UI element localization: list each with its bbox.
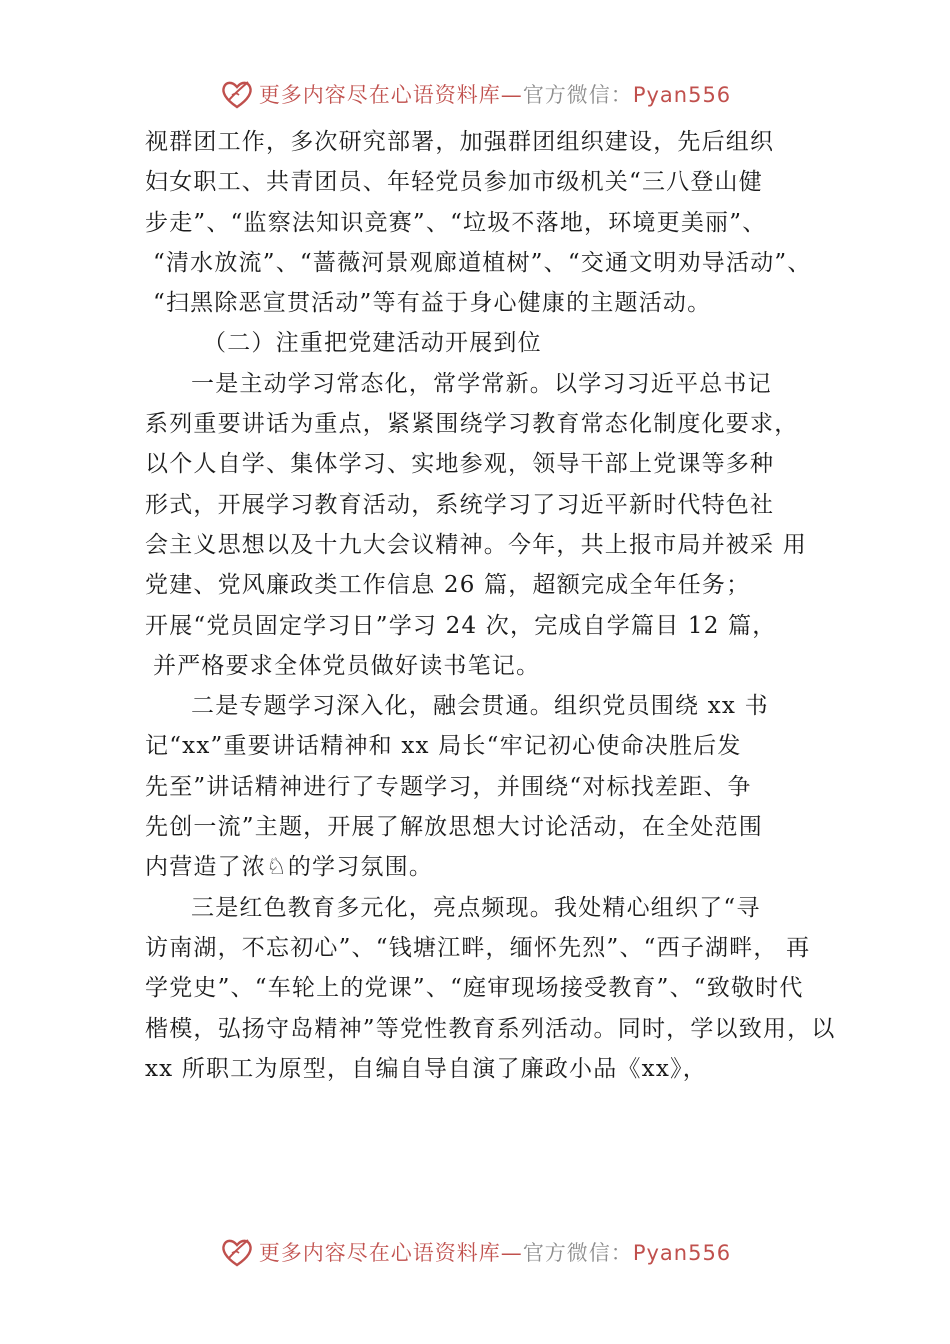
body-line: 以个人自学、集体学习、实地参观，领导干部上党课等多种 — [145, 451, 775, 478]
body-line: 党建、党风廉政类工作信息 26 篇，超额完成全年任务； — [145, 572, 751, 599]
body-line: “扫黑除恶宣贯活动”等有益于身心健康的主题活动。 — [153, 290, 712, 317]
body-line: 访南湖，不忘初心”、“钱塘江畔，缅怀先烈”、“西子湖畔， 再 — [145, 934, 811, 961]
footer-wechat-id: Pyan556 — [632, 1241, 732, 1265]
body-line: 记“xx”重要讲话精神和 xx 局长“牢记初心使命决胜后发 — [145, 733, 742, 760]
body-line: 形式，开展学习教育活动，系统学习了习近平新时代特色社 — [145, 491, 775, 518]
body-line: 二是专题学习深入化，融会贯通。组织党员围绕 xx 书 — [191, 693, 769, 720]
body-line: 系列重要讲话为重点，紧紧围绕学习教育常态化制度化要求， — [145, 411, 799, 438]
footer-watermark-text — [259, 1237, 731, 1267]
body-line: 并严格要求全体党员做好读书笔记。 — [153, 652, 541, 679]
body-line: 步走”、“监察法知识竞赛”、“垃圾不落地，环境更美丽”、 — [145, 209, 767, 236]
body-line: “清水放流”、“蔷薇河景观廊道植树”、“交通文明劝导活动”、 — [153, 249, 812, 276]
footer-brand: 更多内容尽在心语资料库— — [258, 1241, 523, 1265]
body-line: 先至”讲话精神进行了专题学习，并围绕“对标找差距、争 — [145, 773, 752, 800]
body-line: 视群团工作，多次研究部署，加强群团组织建设，先后组织 — [145, 129, 775, 155]
body-line: 妇女职工、共青团员、年轻党员参加市级机关“三八登山健 — [145, 169, 763, 196]
body-line: 先创一流”主题，开展了解放思想大讨论活动，在全处范围 — [145, 814, 763, 841]
body-line: 三是红色教育多元化，亮点频现。我处精心组织了“寻 — [191, 894, 761, 921]
heart-quill-logo-icon — [219, 1234, 255, 1270]
body-line: 楷模，弘扬守岛精神”等党性教育系列活动。同时，学以致用，以 — [145, 1015, 836, 1042]
body-line: 一是主动学习常态化，常学常新。以学习习近平总书记 — [191, 370, 772, 397]
heart-quill-logo-icon — [219, 76, 255, 112]
section-heading: （二）注重把党建活动开展到位 — [203, 330, 542, 357]
body-line: 会主义思想以及十九大会议精神。今年，共上报市局并被采 用 — [145, 531, 807, 558]
body-line: 开展“党员固定学习日”学习 24 次，完成自学篇目 12 篇， — [145, 612, 777, 639]
body-line: xx 所职工为原型，自编自导自演了廉政小品《xx》， — [145, 1055, 707, 1082]
header-brand: 更多内容尽在心语资料库— — [258, 83, 523, 107]
footer-watermark — [0, 1230, 950, 1274]
body-line: 学党史”、“车轮上的党课”、“庭审现场接受教育”、“致敬时代 — [145, 975, 804, 1002]
header-wechat-id: Pyan556 — [632, 83, 732, 107]
header-watermark — [0, 72, 950, 116]
document-body — [145, 122, 835, 1089]
header-wechat-label: 官方微信： — [522, 83, 633, 107]
footer-wechat-label: 官方微信： — [522, 1241, 633, 1265]
header-watermark-text — [259, 79, 731, 109]
body-line: 内营造了浓♘的学习氛围。 — [145, 854, 434, 881]
